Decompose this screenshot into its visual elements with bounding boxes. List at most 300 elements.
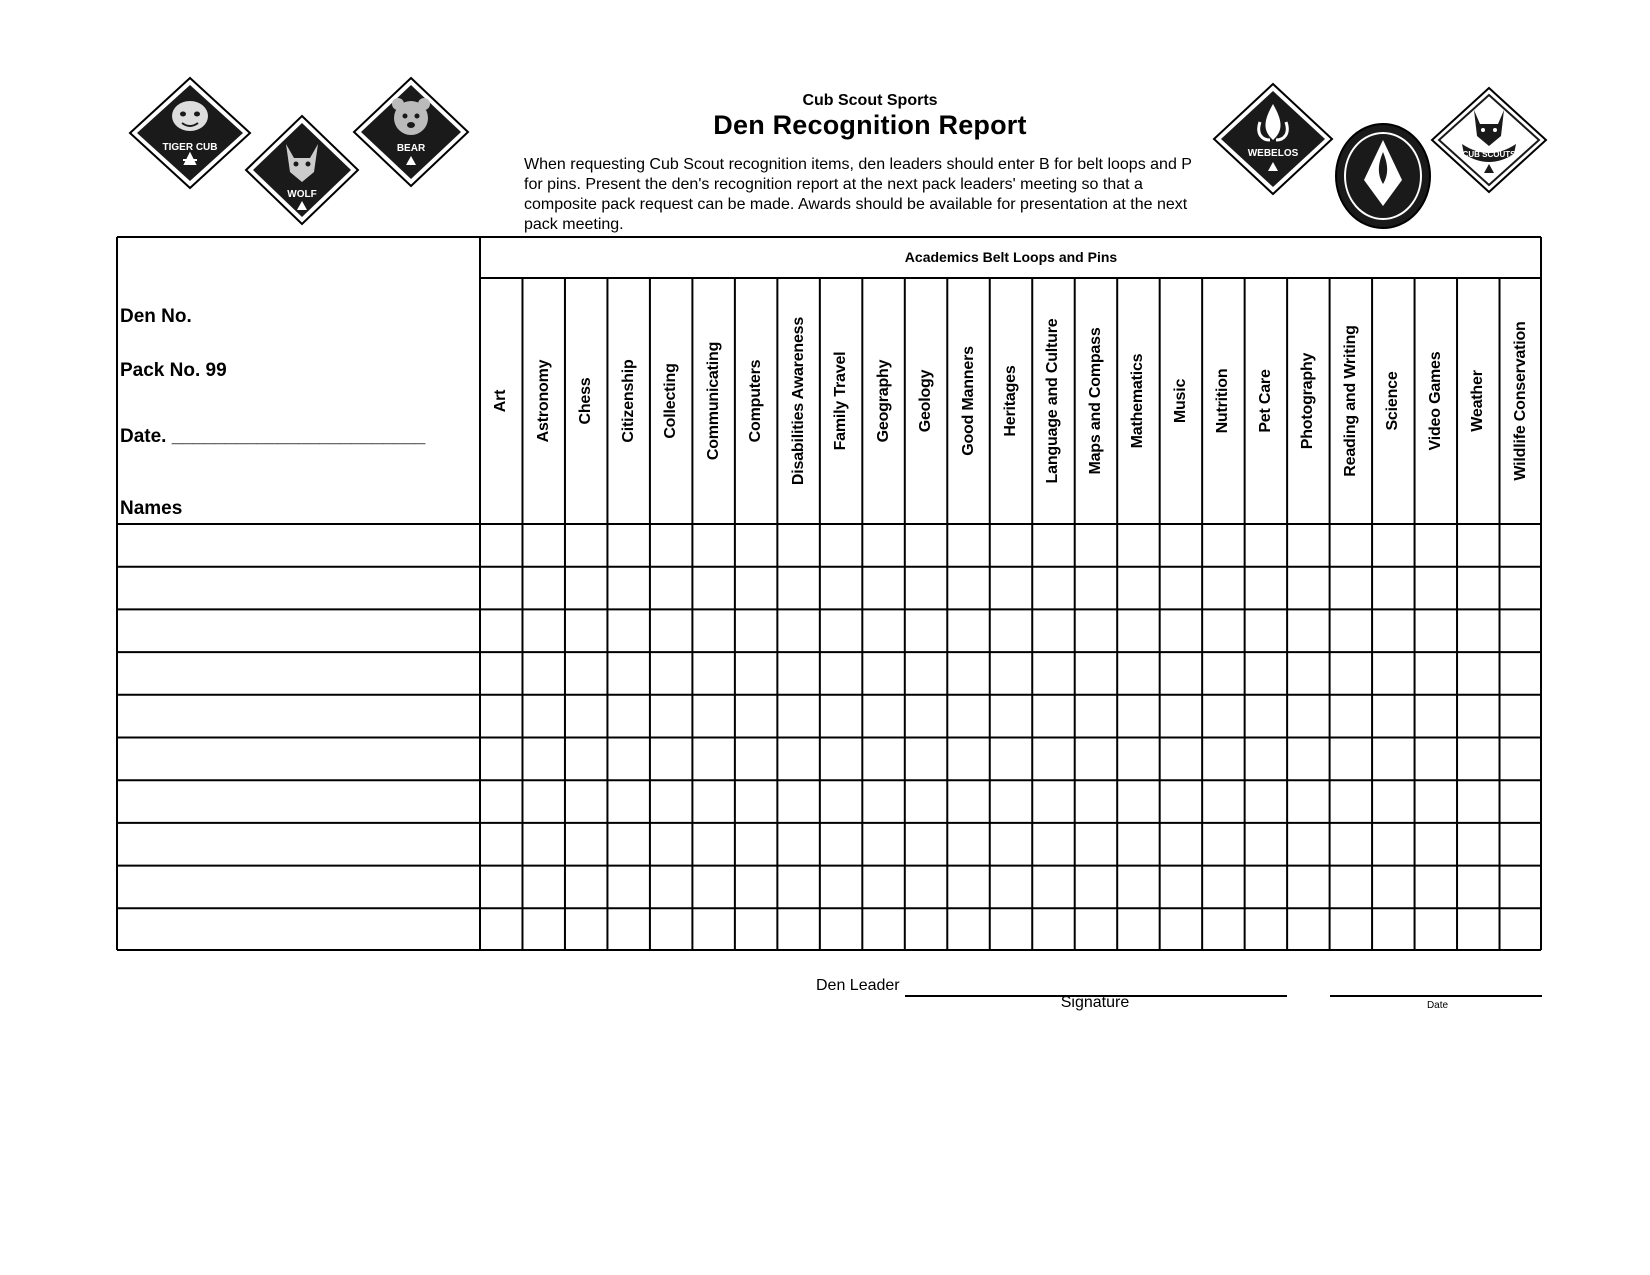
award-entry-cell[interactable] xyxy=(862,780,904,823)
award-entry-cell[interactable] xyxy=(1117,524,1159,567)
award-entry-cell[interactable] xyxy=(947,738,989,781)
award-entry-cell[interactable] xyxy=(1457,695,1499,738)
column-header-family-travel: Family Travel xyxy=(832,351,850,451)
webelos-badge xyxy=(1212,82,1334,196)
award-entry-cell[interactable] xyxy=(565,823,607,866)
pack-number-label: Pack No. 99 xyxy=(120,360,227,381)
name-cell[interactable] xyxy=(116,524,480,567)
award-entry-cell[interactable] xyxy=(480,695,522,738)
award-entry-cell[interactable] xyxy=(1372,780,1414,823)
name-cell[interactable] xyxy=(116,823,480,866)
award-entry-cell[interactable] xyxy=(1457,609,1499,652)
award-entry-cell[interactable] xyxy=(1457,652,1499,695)
award-entry-cell[interactable] xyxy=(862,695,904,738)
column-header-photography: Photography xyxy=(1299,352,1317,450)
award-entry-cell[interactable] xyxy=(1160,823,1202,866)
award-entry-cell[interactable] xyxy=(820,695,862,738)
award-entry-cell[interactable] xyxy=(522,695,564,738)
award-entry-cell[interactable] xyxy=(1032,652,1074,695)
column-header-reading-and-writing: Reading and Writing xyxy=(1341,325,1359,477)
award-entry-cell[interactable] xyxy=(947,908,989,951)
award-entry-cell[interactable] xyxy=(990,780,1032,823)
bear-label: BEAR xyxy=(396,143,426,154)
award-entry-cell[interactable] xyxy=(692,908,734,951)
award-entry-cell[interactable] xyxy=(650,780,692,823)
award-entry-cell[interactable] xyxy=(1330,823,1372,866)
award-entry-cell[interactable] xyxy=(820,780,862,823)
award-entry-cell[interactable] xyxy=(1032,908,1074,951)
webelos-label: WEBELOS xyxy=(1247,148,1299,159)
award-entry-cell[interactable] xyxy=(1372,695,1414,738)
date-line[interactable] xyxy=(1330,995,1542,997)
award-entry-cell[interactable] xyxy=(1245,524,1287,567)
signature-caption: Signature xyxy=(1060,994,1130,1011)
award-entry-cell[interactable] xyxy=(862,738,904,781)
award-entry-cell[interactable] xyxy=(565,567,607,610)
award-entry-cell[interactable] xyxy=(1415,567,1457,610)
award-entry-cell[interactable] xyxy=(522,823,564,866)
award-entry-cell[interactable] xyxy=(862,823,904,866)
award-entry-cell[interactable] xyxy=(1245,567,1287,610)
award-entry-cell[interactable] xyxy=(1160,652,1202,695)
award-entry-cell[interactable] xyxy=(650,738,692,781)
award-entry-cell[interactable] xyxy=(1032,866,1074,909)
name-cell[interactable] xyxy=(116,652,480,695)
award-entry-cell[interactable] xyxy=(820,609,862,652)
award-entry-cell[interactable] xyxy=(1117,823,1159,866)
award-entry-cell[interactable] xyxy=(1372,908,1414,951)
award-entry-cell[interactable] xyxy=(735,823,777,866)
award-entry-cell[interactable] xyxy=(1160,780,1202,823)
award-entry-cell[interactable] xyxy=(1160,695,1202,738)
award-entry-cell[interactable] xyxy=(565,652,607,695)
award-entry-cell[interactable] xyxy=(1117,567,1159,610)
award-entry-cell[interactable] xyxy=(1160,738,1202,781)
award-entry-cell[interactable] xyxy=(522,866,564,909)
award-entry-cell[interactable] xyxy=(650,609,692,652)
award-entry-cell[interactable] xyxy=(1075,908,1117,951)
award-entry-cell[interactable] xyxy=(1202,823,1244,866)
award-entry-cell[interactable] xyxy=(692,780,734,823)
column-header-collecting: Collecting xyxy=(662,363,680,439)
award-entry-cell[interactable] xyxy=(1330,866,1372,909)
award-entry-cell[interactable] xyxy=(1287,780,1329,823)
award-entry-cell[interactable] xyxy=(565,908,607,951)
award-entry-cell[interactable] xyxy=(777,609,819,652)
award-entry-cell[interactable] xyxy=(480,866,522,909)
award-entry-cell[interactable] xyxy=(1287,524,1329,567)
award-entry-cell[interactable] xyxy=(1032,823,1074,866)
award-entry-cell[interactable] xyxy=(1245,695,1287,738)
award-entry-cell[interactable] xyxy=(650,866,692,909)
award-entry-cell[interactable] xyxy=(1500,609,1542,652)
award-entry-cell[interactable] xyxy=(1202,567,1244,610)
award-entry-cell[interactable] xyxy=(1330,695,1372,738)
award-entry-cell[interactable] xyxy=(1287,652,1329,695)
award-entry-cell[interactable] xyxy=(607,695,649,738)
award-entry-cell[interactable] xyxy=(1287,567,1329,610)
award-entry-cell[interactable] xyxy=(990,609,1032,652)
award-entry-cell[interactable] xyxy=(1075,738,1117,781)
award-entry-cell[interactable] xyxy=(607,823,649,866)
award-entry-cell[interactable] xyxy=(777,823,819,866)
column-header-art: Art xyxy=(492,389,510,413)
award-entry-cell[interactable] xyxy=(1457,866,1499,909)
award-entry-cell[interactable] xyxy=(905,780,947,823)
award-entry-cell[interactable] xyxy=(777,567,819,610)
award-entry-cell[interactable] xyxy=(905,866,947,909)
column-header-chess: Chess xyxy=(577,377,595,425)
award-entry-cell[interactable] xyxy=(1457,524,1499,567)
names-label: Names xyxy=(120,498,183,519)
award-entry-cell[interactable] xyxy=(1287,866,1329,909)
award-entry-cell[interactable] xyxy=(1075,652,1117,695)
award-entry-cell[interactable] xyxy=(905,908,947,951)
award-entry-cell[interactable] xyxy=(990,908,1032,951)
award-entry-cell[interactable] xyxy=(1202,738,1244,781)
award-entry-cell[interactable] xyxy=(1117,866,1159,909)
instructions-text: When requesting Cub Scout recognition items, den leaders should enter B for belt loops and P for pins. Present the den's recognition report at the next pack leaders' meeting so that a composite pack request can be made. Awards should be available for presentation at the next pack meeting. xyxy=(524,156,1192,233)
award-entry-cell[interactable] xyxy=(607,738,649,781)
award-entry-cell[interactable] xyxy=(1330,908,1372,951)
award-entry-cell[interactable] xyxy=(1117,695,1159,738)
award-entry-cell[interactable] xyxy=(1415,609,1457,652)
award-entry-cell[interactable] xyxy=(735,738,777,781)
award-entry-cell[interactable] xyxy=(1330,524,1372,567)
award-entry-cell[interactable] xyxy=(692,524,734,567)
award-entry-cell[interactable] xyxy=(947,652,989,695)
column-header-pet-care: Pet Care xyxy=(1256,369,1274,433)
award-entry-cell[interactable] xyxy=(1202,524,1244,567)
award-entry-cell[interactable] xyxy=(1415,524,1457,567)
award-entry-cell[interactable] xyxy=(1415,866,1457,909)
award-entry-cell[interactable] xyxy=(1287,823,1329,866)
award-entry-cell[interactable] xyxy=(1500,866,1542,909)
award-entry-cell[interactable] xyxy=(692,652,734,695)
cub-scouts-badge xyxy=(1430,86,1548,194)
award-entry-cell[interactable] xyxy=(1245,609,1287,652)
award-entry-cell[interactable] xyxy=(1202,652,1244,695)
award-entry-cell[interactable] xyxy=(692,695,734,738)
award-entry-cell[interactable] xyxy=(607,524,649,567)
award-entry-cell[interactable] xyxy=(735,652,777,695)
award-entry-cell[interactable] xyxy=(1287,738,1329,781)
award-entry-cell[interactable] xyxy=(1245,652,1287,695)
award-entry-cell[interactable] xyxy=(905,738,947,781)
award-entry-cell[interactable] xyxy=(1075,609,1117,652)
award-entry-cell[interactable] xyxy=(1160,567,1202,610)
award-entry-cell[interactable] xyxy=(1287,609,1329,652)
award-entry-cell[interactable] xyxy=(1500,780,1542,823)
award-entry-cell[interactable] xyxy=(692,823,734,866)
award-entry-cell[interactable] xyxy=(1330,567,1372,610)
award-entry-cell[interactable] xyxy=(650,652,692,695)
award-entry-cell[interactable] xyxy=(1500,823,1542,866)
award-entry-cell[interactable] xyxy=(1032,695,1074,738)
award-entry-cell[interactable] xyxy=(1415,823,1457,866)
award-entry-cell[interactable] xyxy=(1500,567,1542,610)
column-header-geography: Geography xyxy=(874,359,892,443)
bear-badge xyxy=(352,76,470,188)
column-header-language-and-culture: Language and Culture xyxy=(1044,318,1062,484)
award-entry-cell[interactable] xyxy=(947,780,989,823)
wolf-badge xyxy=(244,114,360,226)
award-entry-cell[interactable] xyxy=(1032,524,1074,567)
award-entry-cell[interactable] xyxy=(862,652,904,695)
column-header-mathematics: Mathematics xyxy=(1129,353,1147,449)
award-entry-cell[interactable] xyxy=(692,567,734,610)
award-entry-cell[interactable] xyxy=(1287,908,1329,951)
award-entry-cell[interactable] xyxy=(1457,567,1499,610)
award-entry-cell[interactable] xyxy=(1245,738,1287,781)
award-entry-cell[interactable] xyxy=(1245,780,1287,823)
name-cell[interactable] xyxy=(116,866,480,909)
award-entry-cell[interactable] xyxy=(692,738,734,781)
column-header-nutrition: Nutrition xyxy=(1214,368,1232,434)
award-entry-cell[interactable] xyxy=(1032,780,1074,823)
award-entry-cell[interactable] xyxy=(480,823,522,866)
award-entry-cell[interactable] xyxy=(480,609,522,652)
award-entry-cell[interactable] xyxy=(947,823,989,866)
award-entry-cell[interactable] xyxy=(1245,823,1287,866)
award-entry-cell[interactable] xyxy=(1245,908,1287,951)
award-entry-cell[interactable] xyxy=(565,780,607,823)
award-entry-cell[interactable] xyxy=(1457,738,1499,781)
award-entry-cell[interactable] xyxy=(1415,780,1457,823)
award-entry-cell[interactable] xyxy=(522,738,564,781)
award-entry-cell[interactable] xyxy=(862,908,904,951)
award-entry-cell[interactable] xyxy=(650,524,692,567)
award-entry-cell[interactable] xyxy=(905,695,947,738)
award-entry-cell[interactable] xyxy=(522,652,564,695)
award-entry-cell[interactable] xyxy=(565,695,607,738)
award-entry-cell[interactable] xyxy=(1245,866,1287,909)
award-entry-cell[interactable] xyxy=(990,695,1032,738)
award-entry-cell[interactable] xyxy=(1372,652,1414,695)
award-entry-cell[interactable] xyxy=(862,567,904,610)
award-entry-cell[interactable] xyxy=(522,908,564,951)
award-entry-cell[interactable] xyxy=(1457,823,1499,866)
award-entry-cell[interactable] xyxy=(820,738,862,781)
award-entry-cell[interactable] xyxy=(1372,823,1414,866)
award-entry-cell[interactable] xyxy=(565,738,607,781)
name-cell[interactable] xyxy=(116,908,480,951)
award-entry-cell[interactable] xyxy=(1202,866,1244,909)
award-entry-cell[interactable] xyxy=(650,908,692,951)
award-entry-cell[interactable] xyxy=(735,524,777,567)
award-entry-cell[interactable] xyxy=(1330,652,1372,695)
award-entry-cell[interactable] xyxy=(565,609,607,652)
award-entry-cell[interactable] xyxy=(1415,695,1457,738)
award-entry-cell[interactable] xyxy=(777,695,819,738)
tiger-cub-label: TIGER CUB xyxy=(162,142,218,153)
award-entry-cell[interactable] xyxy=(990,823,1032,866)
award-entry-cell[interactable] xyxy=(1372,524,1414,567)
award-entry-cell[interactable] xyxy=(905,567,947,610)
column-header-good-manners: Good Manners xyxy=(959,346,977,456)
award-entry-cell[interactable] xyxy=(820,908,862,951)
name-cell[interactable] xyxy=(116,780,480,823)
award-entry-cell[interactable] xyxy=(1117,652,1159,695)
award-entry-cell[interactable] xyxy=(522,567,564,610)
award-entry-cell[interactable] xyxy=(735,908,777,951)
award-entry-cell[interactable] xyxy=(777,780,819,823)
award-entry-cell[interactable] xyxy=(862,524,904,567)
award-entry-cell[interactable] xyxy=(522,780,564,823)
award-entry-cell[interactable] xyxy=(1160,524,1202,567)
award-entry-cell[interactable] xyxy=(480,567,522,610)
award-entry-cell[interactable] xyxy=(607,609,649,652)
award-entry-cell[interactable] xyxy=(607,780,649,823)
award-entry-cell[interactable] xyxy=(650,567,692,610)
award-entry-cell[interactable] xyxy=(947,695,989,738)
award-entry-cell[interactable] xyxy=(947,567,989,610)
award-entry-cell[interactable] xyxy=(820,524,862,567)
award-entry-cell[interactable] xyxy=(1372,738,1414,781)
report-subtitle: Cub Scout Sports xyxy=(802,92,938,109)
column-header-music: Music xyxy=(1171,378,1189,424)
award-entry-cell[interactable] xyxy=(480,524,522,567)
den-leader-label: Den Leader xyxy=(816,977,900,994)
award-entry-cell[interactable] xyxy=(1457,908,1499,951)
award-entry-cell[interactable] xyxy=(1415,908,1457,951)
recognition-grid xyxy=(116,236,1542,951)
award-entry-cell[interactable] xyxy=(777,908,819,951)
award-entry-cell[interactable] xyxy=(1500,738,1542,781)
award-entry-cell[interactable] xyxy=(735,780,777,823)
award-entry-cell[interactable] xyxy=(692,866,734,909)
award-entry-cell[interactable] xyxy=(1372,866,1414,909)
award-entry-cell[interactable] xyxy=(735,695,777,738)
award-entry-cell[interactable] xyxy=(1330,738,1372,781)
award-entry-cell[interactable] xyxy=(1160,609,1202,652)
award-entry-cell[interactable] xyxy=(1372,609,1414,652)
award-entry-cell[interactable] xyxy=(1160,908,1202,951)
name-cell[interactable] xyxy=(116,567,480,610)
award-entry-cell[interactable] xyxy=(1117,738,1159,781)
award-entry-cell[interactable] xyxy=(1500,695,1542,738)
wolf-label: WOLF xyxy=(287,189,317,200)
award-entry-cell[interactable] xyxy=(1032,609,1074,652)
award-entry-cell[interactable] xyxy=(1500,908,1542,951)
award-entry-cell[interactable] xyxy=(1075,780,1117,823)
award-entry-cell[interactable] xyxy=(1075,524,1117,567)
award-entry-cell[interactable] xyxy=(1372,567,1414,610)
award-entry-cell[interactable] xyxy=(1500,652,1542,695)
award-entry-cell[interactable] xyxy=(905,609,947,652)
award-entry-cell[interactable] xyxy=(735,567,777,610)
award-entry-cell[interactable] xyxy=(905,823,947,866)
award-entry-cell[interactable] xyxy=(692,609,734,652)
date-caption: Date xyxy=(1426,1000,1449,1011)
award-entry-cell[interactable] xyxy=(1415,738,1457,781)
award-entry-cell[interactable] xyxy=(1202,609,1244,652)
award-entry-cell[interactable] xyxy=(777,652,819,695)
award-entry-cell[interactable] xyxy=(1075,567,1117,610)
award-entry-cell[interactable] xyxy=(1075,823,1117,866)
award-entry-cell[interactable] xyxy=(735,609,777,652)
award-entry-cell[interactable] xyxy=(522,524,564,567)
column-header-disabilities-awareness: Disabilities Awareness xyxy=(789,316,807,486)
award-entry-cell[interactable] xyxy=(777,866,819,909)
award-entry-cell[interactable] xyxy=(820,866,862,909)
column-header-science: Science xyxy=(1384,371,1402,431)
award-entry-cell[interactable] xyxy=(990,567,1032,610)
award-entry-cell[interactable] xyxy=(990,738,1032,781)
award-entry-cell[interactable] xyxy=(607,866,649,909)
award-entry-cell[interactable] xyxy=(777,524,819,567)
award-entry-cell[interactable] xyxy=(947,524,989,567)
award-entry-cell[interactable] xyxy=(905,652,947,695)
award-entry-cell[interactable] xyxy=(522,609,564,652)
den-number-label: Den No. xyxy=(120,306,192,327)
name-cell[interactable] xyxy=(116,695,480,738)
award-entry-cell[interactable] xyxy=(1457,780,1499,823)
name-cell[interactable] xyxy=(116,738,480,781)
award-entry-cell[interactable] xyxy=(1287,695,1329,738)
column-header-astronomy: Astronomy xyxy=(534,359,552,443)
award-entry-cell[interactable] xyxy=(1202,908,1244,951)
award-entry-cell[interactable] xyxy=(820,567,862,610)
column-header-maps-and-compass: Maps and Compass xyxy=(1086,327,1104,475)
award-entry-cell[interactable] xyxy=(607,908,649,951)
award-entry-cell[interactable] xyxy=(1415,652,1457,695)
award-entry-cell[interactable] xyxy=(777,738,819,781)
award-entry-cell[interactable] xyxy=(990,524,1032,567)
award-entry-cell[interactable] xyxy=(1117,609,1159,652)
award-entry-cell[interactable] xyxy=(1330,780,1372,823)
award-entry-cell[interactable] xyxy=(1075,866,1117,909)
award-entry-cell[interactable] xyxy=(1117,780,1159,823)
award-entry-cell[interactable] xyxy=(1032,738,1074,781)
award-entry-cell[interactable] xyxy=(862,609,904,652)
tiger-cub-badge xyxy=(128,76,252,190)
award-entry-cell[interactable] xyxy=(735,866,777,909)
award-entry-cell[interactable] xyxy=(565,524,607,567)
award-entry-cell[interactable] xyxy=(480,780,522,823)
award-entry-cell[interactable] xyxy=(480,652,522,695)
award-entry-cell[interactable] xyxy=(1500,524,1542,567)
column-header-heritages: Heritages xyxy=(1002,365,1019,437)
award-entry-cell[interactable] xyxy=(990,866,1032,909)
award-entry-cell[interactable] xyxy=(650,823,692,866)
award-entry-cell[interactable] xyxy=(905,524,947,567)
award-entry-cell[interactable] xyxy=(1117,908,1159,951)
award-entry-cell[interactable] xyxy=(650,695,692,738)
award-entry-cell[interactable] xyxy=(990,652,1032,695)
award-entry-cell[interactable] xyxy=(820,652,862,695)
cub-scouts-label: CUB SCOUTS xyxy=(1462,150,1516,159)
award-entry-cell[interactable] xyxy=(607,652,649,695)
award-entry-cell[interactable] xyxy=(1330,609,1372,652)
award-entry-cell[interactable] xyxy=(1202,780,1244,823)
award-entry-cell[interactable] xyxy=(565,866,607,909)
award-entry-cell[interactable] xyxy=(480,908,522,951)
award-entry-cell[interactable] xyxy=(947,609,989,652)
award-entry-cell[interactable] xyxy=(480,738,522,781)
award-entry-cell[interactable] xyxy=(1160,866,1202,909)
award-entry-cell[interactable] xyxy=(607,567,649,610)
award-entry-cell[interactable] xyxy=(1202,695,1244,738)
award-entry-cell[interactable] xyxy=(862,866,904,909)
group-title: Academics Belt Loops and Pins xyxy=(904,249,1118,265)
name-cell[interactable] xyxy=(116,609,480,652)
award-entry-cell[interactable] xyxy=(947,866,989,909)
award-entry-cell[interactable] xyxy=(820,823,862,866)
column-header-citizenship: Citizenship xyxy=(619,359,637,443)
award-entry-cell[interactable] xyxy=(1032,567,1074,610)
award-entry-cell[interactable] xyxy=(1075,695,1117,738)
